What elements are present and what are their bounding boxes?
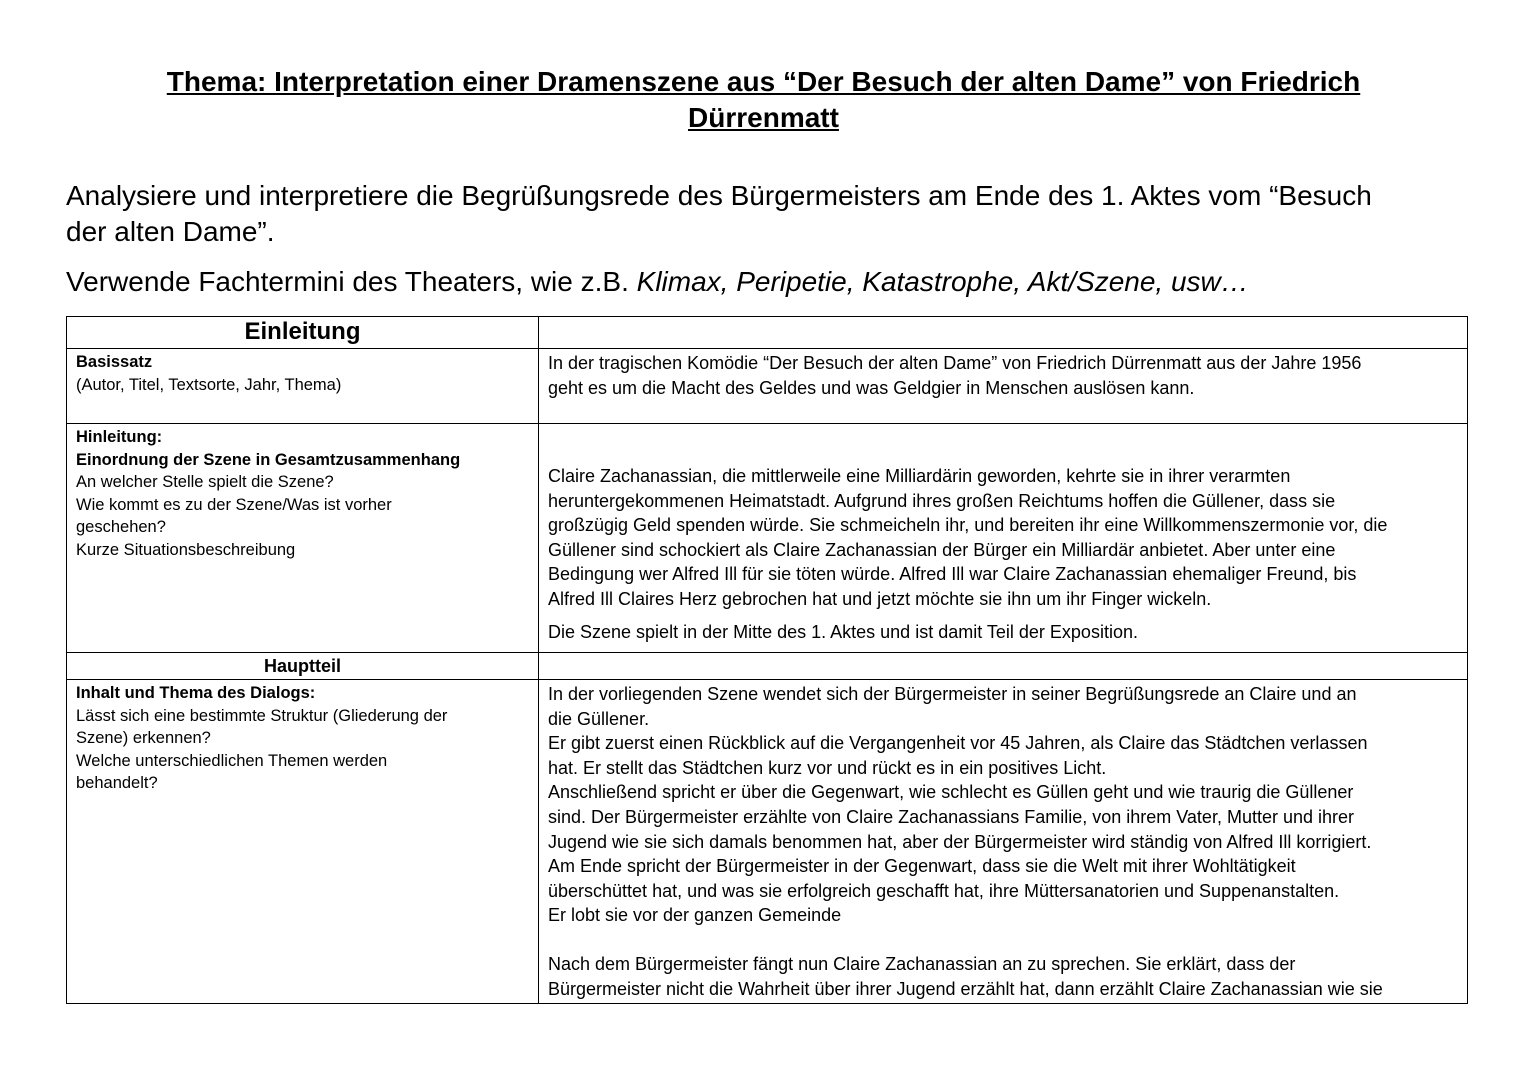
text-line: Alfred Ill Claires Herz gebrochen hat und jetzt möchte sie ihn um ihr Finger wickeln. (548, 588, 1212, 609)
text-line: Bedingung wer Alfred Ill für sie töten würde. Alfred Ill war Claire Zachanassian ehemaliger Freund, bis (548, 564, 1357, 585)
hint-line: Szene) erkennen? (76, 729, 211, 747)
text-line: Er gibt zuerst einen Rückblick auf die Vergangenheit vor 45 Jahren, als Claire das Städtchen verlassen (548, 733, 1368, 754)
row-einleitung-header: Einleitung (67, 317, 1468, 349)
text-line: heruntergekommenen Heimatstadt. Aufgrund ihres großen Reichtums hoffen die Güllener, dass sie (548, 490, 1336, 511)
row-hauptteil-header: Hauptteil (67, 653, 1468, 680)
text-line: geht es um die Macht des Geldes und was Geldgier in Menschen auslösen kann. (548, 377, 1195, 398)
document-title: Thema: Interpretation einer Dramenszene aus “Der Besuch der alten Dame” von Friedrich Dürrenmatt (166, 66, 1361, 133)
text-line: Nach dem Bürgermeister fängt nun Claire Zachanassian an zu sprechen. Sie erklärt, dass der (548, 953, 1296, 974)
text-line: hat. Er stellt das Städtchen kurz vor und rückt es in ein positives Licht. (548, 757, 1107, 778)
hint-line: Kurze Situationsbeschreibung (76, 540, 296, 559)
hint-line: geschehen? (76, 518, 166, 536)
text-line: Am Ende spricht der Bürgermeister in der Gegenwart, dass sie die Welt mit ihrer Wohltätigkeit (548, 856, 1296, 877)
text-line: sind. Der Bürgermeister erzählte von Claire Zachanassians Familie, von ihrem Vater, Mutter und ihrer (548, 806, 1355, 827)
task-description: Analysiere und interpretiere die Begrüßungsrede des Bürgermeisters am Ende des 1. Aktes vom “Besuch der alten Dame”. (66, 180, 1372, 247)
text-line: Bürgermeister nicht die Wahrheit über ihrer Jugend erzählt hat, dann erzählt Claire Zachanassian wie sie (548, 978, 1383, 999)
text-line: In der vorliegenden Szene wendet sich der Bürgermeister in seiner Begrüßungsrede an Claire und an (548, 684, 1357, 704)
row-basissatz: Basissatz (Autor, Titel, Textsorte, Jahr, Thema) In der tragischen Komödie “Der Besuch der alten Dame” von Friedrich Dürrenmatt aus der Jahre 1956 geht es um die Macht des Geldes und was Geldgier in Menschen auslösen kann. (67, 349, 1468, 424)
hint-line: Wie kommt es zu der Szene/Was ist vorher (76, 495, 392, 514)
hint-line: Lässt sich eine bestimmte Struktur (Gliederung der (76, 706, 448, 725)
text-line: Er lobt sie vor der ganzen Gemeinde (548, 905, 842, 926)
text-line: großzügig Geld spenden würde. Sie schmeicheln ihr, und bereiten ihr eine Willkommenszermonie vor, die (548, 515, 1388, 536)
hint-line: behandelt? (76, 774, 158, 792)
hint-line: Welche unterschiedlichen Themen werden (76, 751, 388, 770)
text-line: In der tragischen Komödie “Der Besuch der alten Dame” von Friedrich Dürrenmatt aus der Jahre 1956 (548, 353, 1362, 373)
row-hinleitung: Hinleitung: Einordnung der Szene in Gesamtzusammenhang An welcher Stelle spielt die Szene? Wie kommt es zu der Szene/Was ist vorher geschehen? Kurze Situationsbeschreibung Claire Zachanassian, die mittlerweile eine Milliardärin geworden, kehrte sie in ihrer verarmten heruntergekommenen Heimatstadt. Aufgrund ihres großen Reichtums hoffen die Güllener, dass sie großzügig Geld spenden würde. Sie schmeicheln ihr, und bereiten ihr eine Willkommenszermonie vor, die Güllener sind schockiert als Claire Zachanassian der Bürger ein Milliardär anbietet. Aber unter eine Bedingung wer Alfred Ill für sie töten würde. Alfred Ill war Claire Zachanassian ehemaliger Freund, bis Alfred Ill Claires Herz gebrochen hat und jetzt möchte sie ihn um ihr Finger wickeln. Die Szene spielt in der Mitte des 1. Aktes und ist damit Teil der Exposition. (67, 424, 1468, 653)
task-terms: Verwende Fachtermini des Theaters, wie z.B. Klimax, Peripetie, Katastrophe, Akt/Szene, usw… (66, 266, 1249, 297)
hint-line: An welcher Stelle spielt die Szene? (76, 473, 334, 491)
interpretation-table (66, 316, 1468, 1004)
text-line: Anschließend spricht er über die Gegenwart, wie schlecht es Güllen geht und wie traurig die Güllener (548, 782, 1354, 803)
text-line: überschüttet hat, und was sie erfolgreich geschafft hat, ihre Müttersanatorien und Suppenanstalten. (548, 880, 1340, 901)
text-line: Claire Zachanassian, die mittlerweile eine Milliardärin geworden, kehrte sie in ihrer verarmten (548, 466, 1291, 486)
row-inhalt: Inhalt und Thema des Dialogs: Lässt sich eine bestimmte Struktur (Gliederung der Szene) erkennen? Welche unterschiedlichen Themen werden behandelt? In der vorliegenden Szene wendet sich der Bürgermeister in seiner Begrüßungsrede an Claire und an die Güllener. Er gibt zuerst einen Rückblick auf die Vergangenheit vor 45 Jahren, als Claire das Städtchen verlassen hat. Er stellt das Städtchen kurz vor und rückt es in ein positives Licht. Anschließend spricht er über die Gegenwart, wie schlecht es Güllen geht und wie traurig die Güllener sind. Der Bürgermeister erzählte von Claire Zachanassians Familie, von ihrem Vater, Mutter und ihrer Jugend wie sie sich damals benommen hat, aber der Bürgermeister wird ständig von Alfred Ill korrigiert. Am Ende spricht der Bürgermeister in der Gegenwart, dass sie die Welt mit ihrer Wohltätigkeit überschüttet hat, und was sie erfolgreich geschafft hat, ihre Müttersanatorien und Suppenanstalten. Er lobt sie vor der ganzen Gemeinde Nach dem Bürgermeister fängt nun Claire Zachanassian an zu sprechen. Sie erklärt, dass der Bürgermeister nicht die Wahrheit über ihrer Jugend erzählt hat, dann erzählt Claire Zachanassian wie sie (67, 680, 1468, 1004)
text-line: Jugend wie sie sich damals benommen hat, aber der Bürgermeister wird ständig von Alfred Ill korrigiert. (548, 831, 1372, 852)
text-line: die Güllener. (548, 708, 650, 729)
text-line: Güllener sind schockiert als Claire Zachanassian der Bürger ein Milliardär anbietet. Aber unter eine (548, 539, 1336, 560)
